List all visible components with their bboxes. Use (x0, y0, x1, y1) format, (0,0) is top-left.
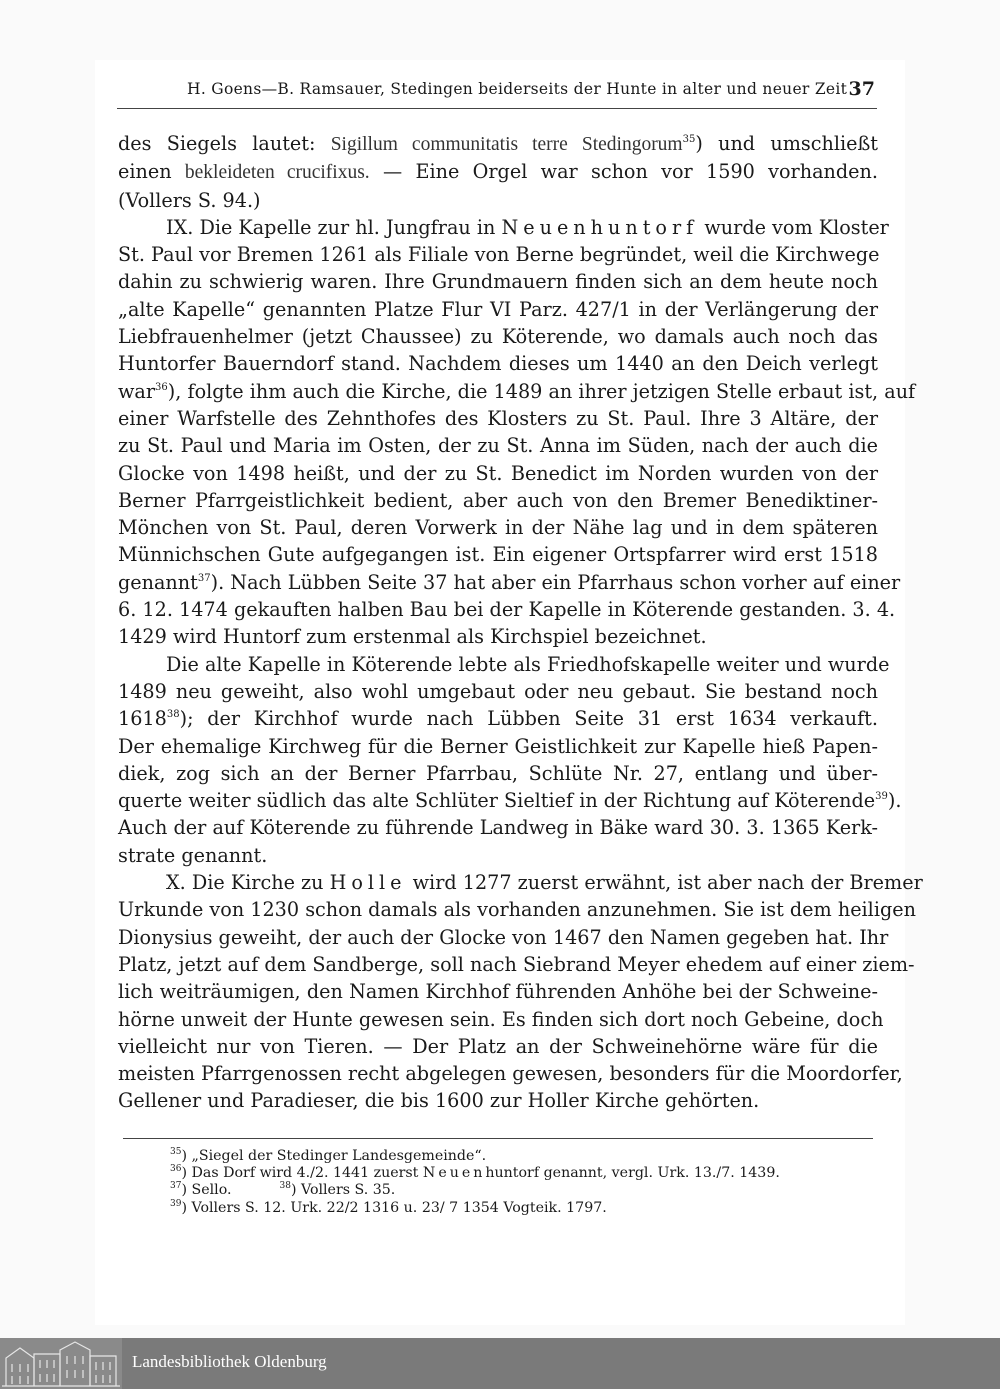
footnote-ref[interactable]: 39 (875, 791, 888, 803)
text-span: ), folgte ihm auch die Kirche, die 1489 an ihrer jetzigen Stelle erbaut ist, auf (167, 379, 916, 403)
footnote-text: ) Vollers S. 35. (290, 1182, 396, 1199)
footnote-mark: 37 (170, 1181, 182, 1192)
text-line (118, 214, 889, 241)
footnote-35 (170, 1148, 890, 1165)
text-line: einer Warfstelle des Zehnthofes des Klosters zu St. Paul. Ihre 3 Altäre, der (118, 406, 878, 430)
text-span: wird 1277 zuerst erwähnt, ist aber nach der Bremer (406, 871, 923, 895)
text-line: Gellener und Paradieser, die bis 1600 zur Holler Kirche gehörten. (118, 1089, 760, 1113)
footnote-mark: 39 (170, 1198, 182, 1209)
text-line: Glocke von 1498 heißt, und der zu St. Benedict im Norden wurden von der (118, 461, 878, 485)
spaced-text: Holle (329, 871, 407, 895)
library-footer-bar (0, 1338, 1000, 1389)
text-line: 6. 12. 1474 gekauften halben Bau bei der Kapelle in Köterende gestanden. 3. 4. (118, 598, 896, 622)
header-title: H. Goens—B. Ramsauer, Stedingen beiderseits der Hunte in alter und neuer Zeit (187, 80, 848, 98)
footnote-36 (170, 1165, 890, 1182)
footnote-ref[interactable]: 37 (197, 572, 211, 584)
text-line: zu St. Paul und Maria im Osten, der zu St. Anna im Süden, nach der auch die (118, 434, 878, 458)
spaced-text: Neuen (422, 1165, 486, 1182)
text-line: Platz, jetzt auf dem Sandberge, soll nach Siebrand Meyer ehedem auf einer ziem- (118, 952, 915, 976)
footnote-text: ) Vollers S. 12. Urk. 22/2 1316 u. 23/ 7 1354 Vogteik. 1797. (181, 1199, 607, 1216)
text-line (118, 705, 878, 732)
text-line: Mönchen von St. Paul, deren Vorwerk in der Nähe lag und in dem späteren (118, 516, 878, 540)
running-header (117, 74, 877, 109)
spaced-text: Neuenhuntorf (501, 215, 699, 239)
footnote-divider (123, 1138, 873, 1139)
latin-text: Sigillum communitatis terre Stedingorum (330, 134, 683, 155)
latin-text: bekleideten crucifixus. (184, 162, 370, 184)
text-span: IX. Die Kapelle zur hl. Jungfrau in (166, 215, 502, 239)
document-page (95, 60, 923, 1325)
text-line: Der ehemalige Kirchweg für die Berner Geistlichkeit zur Kapelle hieß Papen- (118, 734, 878, 758)
text-line (118, 130, 878, 158)
paragraph-seal (118, 130, 878, 214)
text-line: 1489 neu geweiht, also wohl umgebaut oder neu gebaut. Sie bestand noch (118, 679, 878, 703)
text-span: einen (118, 160, 185, 184)
text-line: lich weiträumigen, den Namen Kirchhof führenden Anhöhe bei der Schweine- (118, 980, 878, 1004)
text-line: (Vollers S. 94.) (118, 188, 261, 212)
footnote-39 (170, 1200, 890, 1217)
footnote-text: ) „Siegel der Stedinger Landesgemeinde“. (181, 1148, 487, 1164)
text-line: meisten Pfarrgenossen recht abgelegen gewesen, besonders für die Moordorfer, (118, 1062, 903, 1086)
library-brand[interactable]: Landesbibliothek Oldenburg (132, 1352, 327, 1371)
text-span: — Eine Orgel war schon vor 1590 vorhanden. (369, 160, 878, 184)
text-span: wurde vom Kloster (698, 215, 889, 239)
text-line (118, 378, 916, 405)
paragraph-ix (118, 214, 916, 651)
footnote-text: huntorf genannt, vergl. Urk. 13./7. 1439. (485, 1165, 780, 1182)
footnote-ref[interactable]: 36 (155, 381, 168, 393)
text-span: ). (887, 789, 902, 813)
text-line: Münnichschen Gute aufgegangen ist. Ein eigener Ortspfarrer wird erst 1518 (118, 543, 878, 567)
text-line: Liebfrauenhelmer (jetzt Chaussee) zu Köterende, wo damals auch noch das (118, 325, 878, 349)
text-line (118, 869, 923, 896)
footnote-text: ) Sello. (181, 1182, 232, 1199)
text-line: vielleicht nur von Tieren. — Der Platz an der Schweinehörne wäre für die (118, 1034, 878, 1058)
footnote-37-38 (170, 1182, 890, 1199)
footnote-text: ) Das Dorf wird 4./2. 1441 zuerst (181, 1165, 423, 1182)
text-span: ) und umschließt (695, 132, 878, 155)
text-span: X. Die Kirche zu (166, 871, 330, 895)
text-line: dahin zu schwierig waren. Ihre Grundmauern finden sich an dem heute noch (118, 270, 878, 294)
text-span: querte weiter südlich das alte Schlüter Sieltief in der Richtung auf Köterende (118, 789, 876, 813)
text-span: 1618 (118, 707, 167, 731)
text-line: Huntorfer Bauerndorf stand. Nachdem dieses um 1440 an den Deich verlegt (118, 352, 878, 376)
text-line: Dionysius geweiht, der auch der Glocke von 1467 den Namen gegeben hat. Ihr (118, 925, 889, 949)
footnote-mark: 36 (170, 1164, 182, 1175)
text-line (118, 158, 878, 186)
text-line: „alte Kapelle“ genannten Platze Flur VI Parz. 427/1 in der Verlängerung der (118, 297, 878, 321)
text-line: diek, zog sich an der Berner Pfarrbau, Schlüte Nr. 27, entlang und über- (118, 761, 878, 785)
footnotes (170, 1148, 890, 1217)
text-span: ). Nach Lübben Seite 37 hat aber ein Pfarrhaus schon vorher auf einer (210, 570, 901, 594)
footnote-mark: 35 (170, 1147, 182, 1157)
text-line (118, 569, 901, 596)
text-line: 1429 wird Huntorf zum erstenmal als Kirchspiel bezeichnet. (118, 625, 707, 649)
text-line: Auch der auf Köterende zu führende Landweg in Bäke ward 30. 3. 1365 Kerk- (118, 816, 878, 840)
text-span: genannt (118, 570, 198, 594)
text-line: strate genannt. (118, 843, 268, 867)
text-line: Urkunde von 1230 schon damals als vorhanden anzunehmen. Sie ist dem heiligen (118, 898, 916, 922)
page-number: 37 (848, 78, 875, 100)
text-span: des Siegels lautet: (118, 132, 331, 155)
footnote-mark: 38 (279, 1181, 291, 1192)
text-span: war (118, 379, 156, 403)
text-line (118, 787, 902, 814)
footnote-ref[interactable]: 35 (682, 134, 696, 145)
footnote-ref[interactable]: 38 (166, 709, 180, 721)
body-text (118, 130, 923, 1115)
text-line: Berner Pfarrgeistlichkeit bedient, aber auch von den Bremer Benediktiner- (118, 488, 878, 512)
paragraph-kapelle (118, 651, 902, 869)
text-line: Die alte Kapelle in Köterende lebte als Friedhofskapelle weiter und wurde (166, 652, 890, 676)
paragraph-x (118, 869, 923, 1115)
text-line: hörne unweit der Hunte gewesen sein. Es finden sich dort noch Gebeine, doch (118, 1007, 884, 1031)
library-building-icon[interactable] (0, 1338, 122, 1389)
text-line: St. Paul vor Bremen 1261 als Filiale von Berne begründet, weil die Kirchwege (118, 243, 880, 267)
text-span: ); der Kirchhof wurde nach Lübben Seite 31 erst 1634 verkauft. (179, 707, 878, 731)
